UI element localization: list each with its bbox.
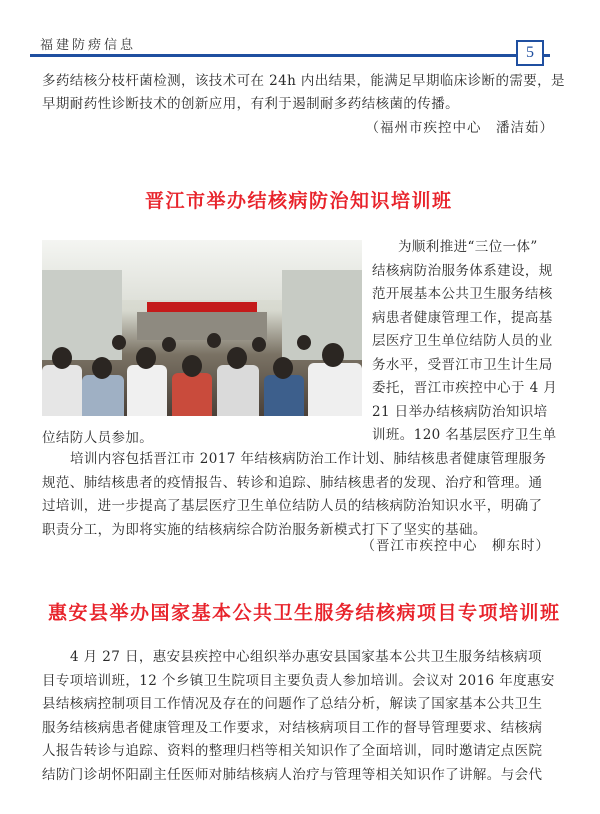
body-line: 过培训，进一步提高了基层医疗卫生单位结防人员的结核病防治知识水平，明确了 — [42, 498, 543, 514]
body-line: 人报告转诊与追踪、资料的整理归档等相关知识作了全面培训，同时邀请定点医院 — [42, 743, 543, 759]
body-line: 层医疗卫生单位结防人员的业 — [372, 333, 553, 349]
body-line: 4 月 27 日，惠安县疾控中心组织举办惠安县国家基本公共卫生服务结核病项 — [70, 649, 542, 665]
body-line: 委托，晋江市疾控中心于 4 月 — [372, 380, 558, 396]
body-line: 结核病防治服务体系建设，规 — [372, 262, 553, 279]
body-line: 范开展基本公共卫生服务结核 — [372, 286, 553, 302]
article-title: 晋江市举办结核病防治知识培训班 — [145, 190, 453, 212]
body-line: 位结防人员参加。 — [42, 430, 154, 446]
signature: （福州市疾控中心 潘洁茹） — [365, 120, 554, 136]
article-title: 惠安县举办国家基本公共卫生服务结核病项目专项培训班 — [48, 602, 561, 624]
body-line: 目专项培训班，12 个乡镇卫生院项目主要负责人参加培训。会议对 2016 年度惠安 — [42, 672, 555, 689]
page-number: 5 — [516, 40, 544, 66]
page-header — [0, 0, 600, 64]
training-session-photo — [42, 240, 362, 416]
body-line: 21 日举办结核病防治知识培 — [372, 403, 548, 420]
body-line: 职责分工，为即将实施的结核病综合防治服务新模式打下了坚实的基础。 — [42, 521, 487, 538]
body-line: 务水平，受晋江市卫生计生局 — [372, 356, 553, 373]
body-line: 规范、肺结核患者的疫情报告、转诊和追踪、肺结核患者的发现、治疗和管理。通 — [42, 474, 543, 491]
body-line: 训班。120 名基层医疗卫生单 — [372, 427, 557, 443]
journal-title: 福建防痨信息 — [40, 38, 137, 53]
body-line: 多药结核分枝杆菌检测，该技术可在 24h 内出结果，能满足早期临床诊断的需要，是 — [42, 73, 565, 89]
header-rule — [30, 54, 550, 57]
body-line: 病患者健康管理工作，提高基 — [372, 309, 553, 326]
body-line: 早期耐药性诊断技术的创新应用，有利于遏制耐多药结核菌的传播。 — [42, 96, 459, 112]
body-line: 结防门诊胡怀阳副主任医师对肺结核病人治疗与管理等相关知识作了讲解。与会代 — [42, 766, 543, 783]
body-line: 培训内容包括晋江市 2017 年结核病防治工作计划、肺结核患者健康管理服务 — [70, 451, 547, 467]
body-line: 服务结核病患者健康管理及工作要求，对结核病项目工作的督导管理要求、结核病 — [42, 719, 543, 736]
body-line: 为顺利推进“三位一体” — [398, 239, 538, 255]
signature: （晋江市疾控中心 柳东时） — [361, 538, 550, 554]
body-line: 县结核病控制项目工作情况及存在的问题作了总结分析，解读了国家基本公共卫生 — [42, 696, 543, 712]
